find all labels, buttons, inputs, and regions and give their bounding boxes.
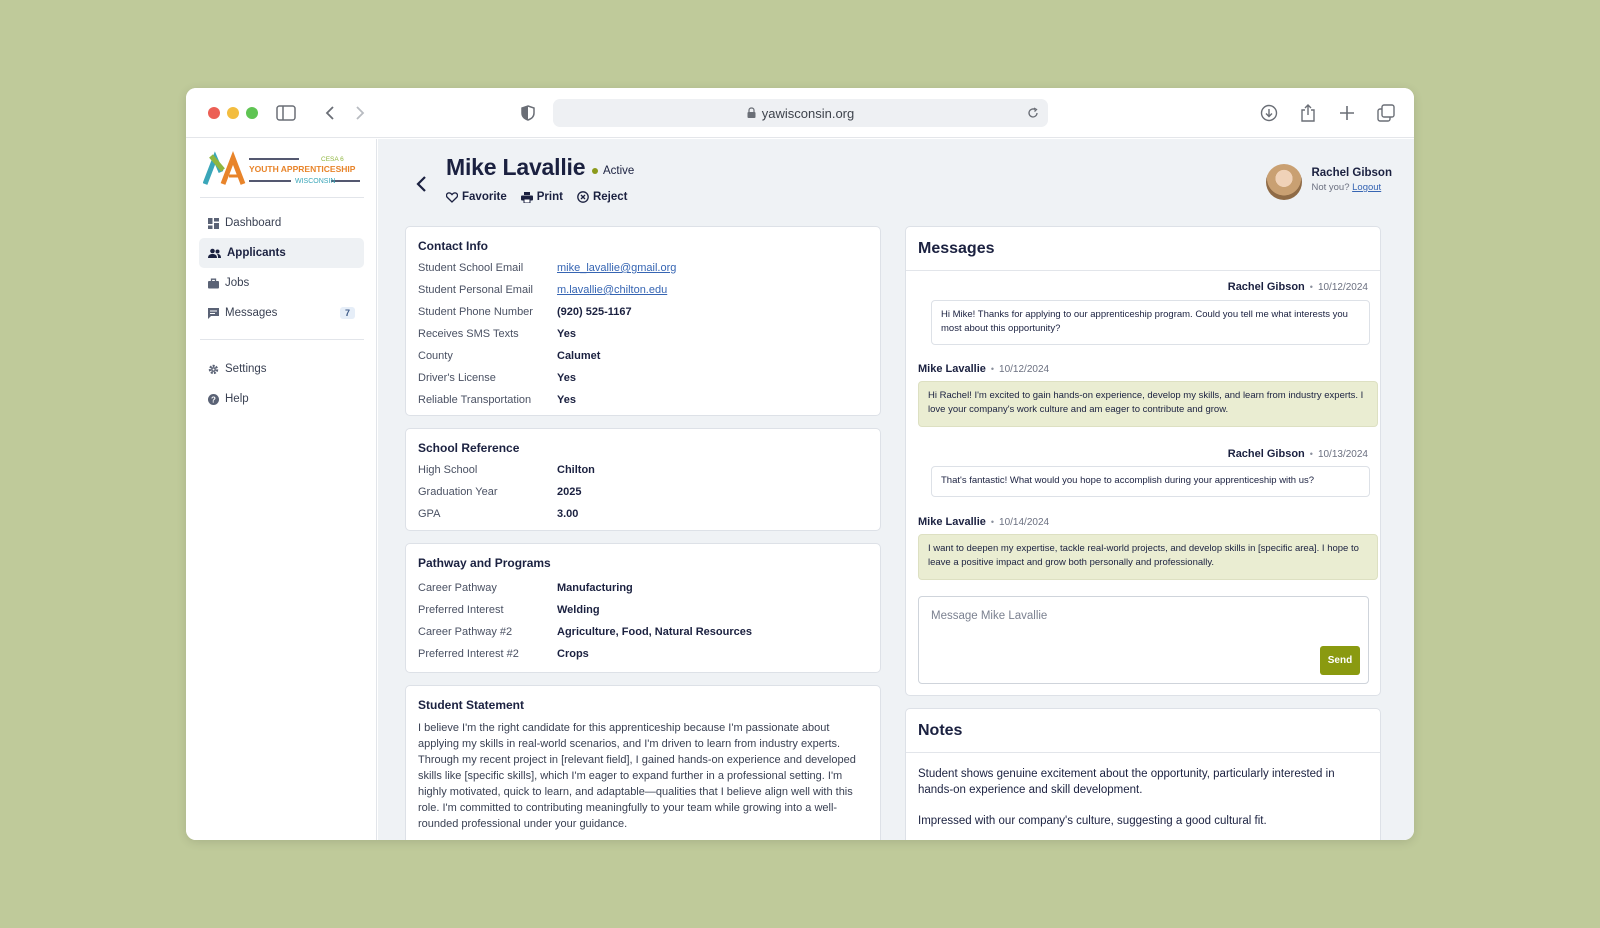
url-text: yawisconsin.org	[761, 105, 855, 121]
main-content	[378, 139, 1414, 840]
close-window-button[interactable]	[208, 107, 220, 119]
reject-button[interactable]	[577, 191, 628, 203]
message-icon	[208, 308, 219, 319]
school-email-link[interactable]: mike_lavallie@gmail.org	[557, 262, 677, 274]
send-button[interactable]: Send	[1320, 646, 1360, 675]
contact-info-card	[405, 226, 881, 416]
row-value: Agriculture, Food, Natural Resources	[557, 626, 752, 638]
not-you-text	[1311, 182, 1392, 193]
compose-placeholder: Message Mike Lavallie	[931, 610, 1048, 622]
sidebar-item-applicants[interactable]	[199, 238, 364, 268]
message-author: Rachel Gibson	[1227, 448, 1305, 460]
message-date: 10/12/2024	[999, 363, 1050, 375]
message-meta	[918, 363, 1049, 375]
reject-label: Reject	[592, 191, 628, 203]
message-date: 10/14/2024	[999, 516, 1050, 528]
shield-icon[interactable]	[516, 101, 540, 125]
row-value: Welding	[557, 604, 600, 616]
statement-text: I believe I'm the right candidate for this apprenticeship because I'm passionate about applying my skills in real-world scenarios, and I'm driven to learn from industry experts. Through my recent project in [relevant field], I gained hands-on experience and developed skills like [specific skills], which I'm eager to expand further in a professional setting. I'm highly motivated, quick to learn, and adaptable—qualities that I believe align well with this role. I'm committed to contributing meaningfully to your team while growing into a well-rounded professional under your guidance.	[418, 722, 856, 830]
row-value: Calumet	[557, 350, 601, 362]
print-label: Print	[536, 191, 563, 203]
personal-email-link[interactable]: m.lavallie@chilton.edu	[557, 284, 668, 296]
logo-ya-text: YOUTH APPRENTICESHIP	[249, 164, 356, 174]
svg-text:?: ?	[211, 395, 216, 404]
meta-separator: •	[990, 517, 995, 527]
print-button[interactable]	[521, 191, 563, 203]
back-nav-icon[interactable]	[318, 101, 342, 125]
logo[interactable]	[203, 150, 363, 188]
message-author: Mike Lavallie	[918, 363, 986, 375]
browser-window	[186, 88, 1414, 840]
sidebar-item-label: Messages	[225, 307, 278, 319]
info-row	[418, 582, 633, 594]
messages-count-badge: 7	[340, 307, 355, 319]
info-row	[418, 508, 578, 520]
row-label: Preferred Interest	[418, 604, 504, 616]
row-label: Graduation Year	[418, 486, 498, 498]
printer-icon	[521, 192, 533, 203]
sidebar-item-label: Applicants	[227, 247, 286, 259]
favorite-label: Favorite	[462, 191, 507, 203]
new-tab-icon[interactable]	[1335, 101, 1359, 125]
status-label: Active	[603, 165, 635, 177]
briefcase-icon	[208, 278, 219, 289]
row-label: Student School Email	[418, 262, 524, 274]
info-row	[418, 648, 589, 660]
row-label: Reliable Transportation	[418, 394, 532, 406]
status-dot	[592, 168, 598, 174]
info-row	[418, 328, 576, 340]
message-compose-input[interactable]	[918, 596, 1369, 684]
status-badge	[592, 165, 634, 177]
browser-toolbar	[186, 88, 1414, 138]
info-row	[418, 394, 576, 406]
info-row	[418, 626, 752, 638]
row-label: Preferred Interest #2	[418, 648, 519, 660]
row-value: Yes	[557, 394, 576, 406]
sidebar-item-settings[interactable]	[199, 354, 364, 384]
row-value: (920) 525-1167	[557, 306, 632, 318]
sidebar-item-label: Jobs	[225, 277, 250, 289]
card-title: Pathway and Programs	[418, 556, 551, 570]
message-bubble: Hi Mike! Thanks for applying to our apprenticeship program. Could you tell me what interests you most about this opportunity?	[931, 300, 1370, 345]
row-value: Chilton	[557, 464, 595, 476]
share-icon[interactable]	[1296, 101, 1320, 125]
logo-cesa-text: CESA 6	[321, 156, 344, 163]
row-label: Student Personal Email	[418, 284, 533, 296]
reject-circle-icon	[577, 191, 589, 203]
minimize-window-button[interactable]	[227, 107, 239, 119]
avatar[interactable]	[1266, 164, 1302, 200]
notes-title: Notes	[918, 722, 963, 739]
row-label: GPA	[418, 508, 441, 520]
school-reference-card	[405, 428, 881, 531]
card-title: Contact Info	[418, 239, 488, 253]
applicant-actions	[446, 191, 627, 203]
note-item: Impressed with our company's culture, suggesting a good cultural fit.	[918, 815, 1267, 827]
gear-icon	[208, 364, 219, 375]
user-name: Rachel Gibson	[1311, 167, 1392, 179]
not-you-label: Not you?	[1311, 182, 1350, 193]
favorite-button[interactable]	[446, 191, 507, 203]
heart-icon	[446, 192, 458, 203]
message-meta	[1228, 281, 1368, 293]
sidebar-item-help[interactable]	[199, 384, 364, 414]
message-meta	[918, 516, 1049, 528]
sidebar-item-label: Dashboard	[225, 217, 282, 229]
lock-icon	[747, 106, 756, 121]
reload-icon[interactable]	[1024, 104, 1042, 122]
card-title: School Reference	[418, 441, 520, 455]
row-value: 3.00	[557, 508, 579, 520]
row-label: Career Pathway #2	[418, 626, 513, 638]
sidebar-item-label: Help	[225, 393, 249, 405]
row-value: Crops	[557, 648, 589, 660]
info-row	[418, 262, 676, 274]
logo-wisconsin-text: WISCONSIN	[295, 178, 336, 185]
notes-header	[906, 709, 1380, 753]
row-label: Career Pathway	[418, 582, 497, 594]
sidebar-item-jobs[interactable]	[199, 268, 364, 298]
note-item: Student shows genuine excitement about the opportunity, particularly interested in hands-on experience and skill development.	[918, 768, 1335, 796]
message-author: Mike Lavallie	[918, 516, 986, 528]
sidebar	[186, 139, 377, 840]
message-date: 10/12/2024	[1317, 281, 1368, 293]
message-author: Rachel Gibson	[1227, 281, 1305, 293]
row-value: 2025	[557, 486, 582, 498]
message-meta	[1228, 448, 1368, 460]
meta-separator: •	[1309, 282, 1313, 292]
messages-header	[906, 227, 1380, 271]
messages-card	[905, 226, 1381, 696]
logout-link[interactable]: Logout	[1352, 182, 1382, 193]
row-value: Yes	[557, 372, 576, 384]
forward-nav-icon[interactable]	[348, 101, 372, 125]
dashboard-icon	[208, 218, 219, 229]
student-statement-card	[405, 685, 881, 840]
info-row	[418, 464, 595, 476]
sidebar-item-messages[interactable]	[199, 298, 364, 328]
row-label: County	[418, 350, 453, 362]
maximize-window-button[interactable]	[246, 107, 258, 119]
info-row	[418, 372, 576, 384]
pathway-card	[405, 543, 881, 673]
info-row	[418, 486, 581, 498]
applicant-name: Mike Lavallie	[446, 154, 586, 180]
messages-title: Messages	[918, 240, 995, 257]
info-row	[418, 284, 667, 296]
message-bubble: Hi Rachel! I'm excited to gain hands-on experience, develop my skills, and learn from industry experts. I love your company's work culture and am eager to contribute and grow.	[918, 381, 1378, 427]
download-icon[interactable]	[1257, 101, 1281, 125]
row-label: Receives SMS Texts	[418, 328, 519, 340]
row-label: Driver's License	[418, 372, 496, 384]
users-icon	[208, 248, 221, 259]
meta-separator: •	[990, 364, 995, 374]
sidebar-item-label: Settings	[225, 363, 267, 375]
user-info	[1266, 164, 1392, 200]
help-icon	[208, 394, 219, 405]
meta-separator: •	[1309, 449, 1313, 459]
row-value: Yes	[557, 328, 576, 340]
info-row	[418, 306, 632, 318]
back-arrow-icon[interactable]	[412, 174, 432, 194]
row-label: High School	[418, 464, 478, 476]
tabs-overview-icon[interactable]	[1374, 101, 1398, 125]
row-label: Student Phone Number	[418, 306, 533, 318]
info-row	[418, 604, 600, 616]
row-value: Manufacturing	[557, 582, 633, 594]
info-row	[418, 350, 600, 362]
message-date: 10/13/2024	[1317, 448, 1368, 460]
message-bubble: That's fantastic! What would you hope to accomplish during your apprenticeship with us?	[931, 466, 1370, 497]
sidebar-toggle-icon[interactable]	[274, 101, 298, 125]
sidebar-item-dashboard[interactable]	[199, 208, 364, 238]
card-title: Student Statement	[418, 698, 525, 712]
sidebar-divider	[200, 339, 364, 340]
message-bubble: I want to deepen my expertise, tackle real-world projects, and develop skills in [specific area]. I hope to leave a positive impact and grow both personally and professionally.	[918, 534, 1378, 580]
sidebar-divider	[200, 197, 364, 198]
address-bar[interactable]	[553, 99, 1048, 127]
notes-card	[905, 708, 1381, 840]
